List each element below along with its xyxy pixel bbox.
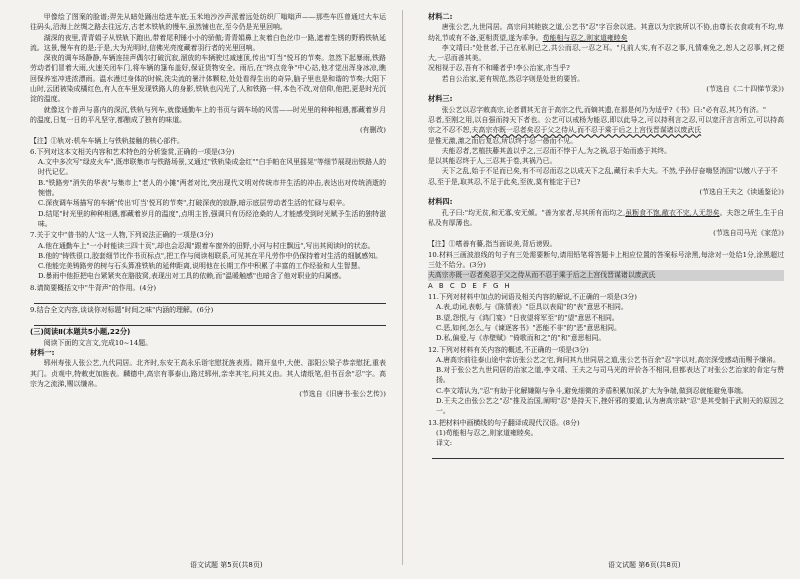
q8-answer-line[interactable] xyxy=(34,294,386,304)
q6-option-d[interactable]: D.结尾"时光里的种种相遇,都藏着岁月的温度",点明主旨,强调只有历经沧桑的人,才能感受到时光赋予生活的独特滋味。 xyxy=(38,209,386,228)
q13-answer-line[interactable] xyxy=(432,449,784,459)
q12-option-b[interactable]: B.对于张公艺九世同居的治家之道,李文靖、王夫之与司马光的评价各不相同,但都表达了对张公艺治家的肯定与赞扬。 xyxy=(436,366,784,385)
left-page xyxy=(30,12,386,399)
q10-sentence[interactable]: 夫高宗亦既一忍者矣忍于父之侍从而不忍于乘于后之上宫伐晋谋诸以废武氏 xyxy=(428,270,784,280)
question-10: 10.材料三画波浪线的句子有三处需要断句,请用铅笔将答题卡上相应位置的答案标号涂黑,每涂对一处给1分,涂黑超过三处不给分。(3分) xyxy=(428,250,784,270)
material-2-underlined: 苟能相与忍之,则家道雍睦矣 xyxy=(542,33,628,42)
question-7: 7.关于文中"普书的人"这一人物,下列说法正确的一项是(3分) xyxy=(30,231,214,240)
material-2-text-c: 况相视于忍,吾有不和睡者乎!李公治家,亦当乎? xyxy=(428,64,570,73)
material-1-heading: 材料一: xyxy=(30,347,55,357)
q11-option-b[interactable]: B.望,怨恨,与《鸿门宴》"日夜望将军至"的"望"意思不相同。 xyxy=(436,313,619,322)
q13-answer-label: 译文: xyxy=(436,439,453,448)
q12-option-a[interactable]: A.唐高宗前往泰山途中亲访张公艺之宅,询问其九世同居之道,张公艺书百余"忍"字以对,高宗深受感动而赐予缣帛。 xyxy=(436,355,780,364)
material-1-text: 郓州寿张人张公艺,九代同居。北齐时,东安王高永乐诣宅慰抚旌表焉。隋开皇中,大使、邵阳公梁子恭亲慰抚,重表其门。贞观中,特敕吏加旌表。麟德中,高宗有事泰山,路过郓州,亲幸其宅,问其义由。其人请纸笔,但书百余"忍"字。高宗为之流涕,赐以缣帛。 xyxy=(30,359,386,388)
material-2-source: (节选自《二十四悌节录》) xyxy=(706,85,784,94)
question-9: 9.结合全文内容,谈谈你对标题"时间之味"内涵的理解。(6分) xyxy=(30,306,214,315)
q6-option-b[interactable]: B."铁路旁"消失的华表"与集市上"老人的小摊"两者对比,突出现代文明对传统市井生活的冲击,表达出对传统消逝的惋惜。 xyxy=(38,178,386,198)
question-12: 12.下列对材料有关内容的概述,不正确的一项是(3分) xyxy=(428,345,589,354)
question-11: 11.下列对材料中加点的词语及相关内容的解说,不正确的一项是(3分) xyxy=(428,293,637,302)
material-4-underlined: 虽粝食不饱,敝衣不完,人无怨矣 xyxy=(625,208,720,217)
material-note: 【注】①嗜善有謩,指当面说美,背后谤毁。 xyxy=(428,239,557,248)
material-3-wavy-2: 忍于父之侍从,而不忍于乘于后之上宫伐晋谋诸以废武氏 xyxy=(533,126,702,135)
material-2-text-d: 若自公治家,更有规范,然忍字则是处世的要旨。 xyxy=(441,74,584,83)
material-4-text: 孔子曰:"均无贫,和无寡,安无倾。"善为家者,尽其所有而均之,虽粝食不饱,敝衣不完,人无怨矣。夫怨之所生,生于自私及有厚薄也。 xyxy=(428,208,784,227)
q10-box-labels: A B C D E F G H xyxy=(428,281,512,290)
material-2-text-a: 唐张公艺,九世同居。高宗问其睦族之道,公艺书"忍"字百余以进。其意以为宗族所以不协,由尊长衣食或有不均,卑幼礼节或有不备,更相责望,遂为乖争。苟能相与忍之,则家道雍睦矣 xyxy=(428,23,784,42)
q11-option-a[interactable]: A.表,动词,表彰,与《陈情表》"臣具以表闻"的"表"意思不相同。 xyxy=(436,303,628,312)
passage-note: 【注】①轨对:机车车辆上与铁轨接触的核心部件。 xyxy=(30,136,184,145)
material-3-text-b: 是惟无激,激之而后复忍,所以终于忍一愚而不见。 xyxy=(428,136,578,145)
page-divider xyxy=(402,10,403,565)
q6-option-a[interactable]: A.文中多次写"绿皮火车",既串联集市与铁路场景,又通过"铁轨染成金红""白手帕在风里摇晃"等细节展现出铁路人的时代记忆。 xyxy=(38,158,386,177)
passage-paragraph-3: 深夜的调车场静静,车辆连挂声偶尔打破沉寂,溜放的车辆驶过减速顶,传出"叮当"悦耳的节奏。忽然下起暴雨,铁路劳动者们冒着大雨,火速关闭车门,将车辆的篷布盖好,保证货物安全。雨后,在"终点竞争"中心站,他才觉出浑身冰凉,瞧回保养室冲进浓漂雨。温水漫过身体的时候,洗尖流的暑汁体颗粒,处处看得生出的奇异,脑子里也是和谐的节奏;大阳下山时,云团被染成橘红色,有人在车里发现铁路人的身影,铁轨也闪光了,人和铁路一样,本色不改,对信仰,他把,更是时光沉淀的温度。 xyxy=(30,54,386,104)
q7-option-b[interactable]: B.他的"铸铁很口,胶套细节比作书页标点",把工作与阅读相联系,可见其在平凡劳作中仍保持着对生活的细腻感知。 xyxy=(38,251,383,260)
passage-source: (有删改) xyxy=(359,126,386,135)
page-footer-left: 语文试题 第5页(共8页) xyxy=(190,561,263,569)
q7-option-d[interactable]: D.暴雨中他拒把电台紧紧夹在胳肢窝,表现出对工具的依赖,而"温暖触感"也暗含了他对职业的归属感。 xyxy=(38,272,346,281)
material-2-heading: 材料二: xyxy=(428,12,453,21)
q13-item-1: (1)苟能相与忍之,则家道雍睦矣。 xyxy=(436,428,538,437)
material-3-text-a2: 忍者,至刚之用,以自强而持天下者也。公艺可以戒杨为能忍,即以此导之,可以持利言之忍,可以宽汗言言所立,可以持高宗之不忍不恕,夫高宗亦既一忍者矣忍于父之侍从,而不忍于乘于后之上宫伐晋谋诸以废武氏 xyxy=(428,115,784,135)
q6-option-c[interactable]: C.深夜调车场描写的车辆"传出'叮当'悦耳的节奏",打破深夜的寂静,暗示底层劳动者生活的忙碌与艰辛。 xyxy=(38,199,350,208)
section-3-heading: (三)阅读Ⅱ(本题共5小题,22分) xyxy=(30,327,131,337)
q9-answer-line[interactable] xyxy=(34,316,386,326)
page-footer-right: 语文试题 第6页(共8页) xyxy=(608,561,681,569)
question-6: 6.下列对这本文相关内容和艺术特色的分析鉴赏,正确的一项是(3分) xyxy=(30,147,235,156)
question-13: 13.把材料中画横线的句子翻译成现代汉语。(8分) xyxy=(428,418,580,427)
section-3-instruction: 阅读下面的文言文,完成10~14题。 xyxy=(43,338,152,347)
q7-option-c[interactable]: C.他能完美铸路旁的树与石头算准铁轨的延伸距离,说明他在长期工作中积累了丰富的工作经验和人生智慧。 xyxy=(38,262,365,271)
material-3-heading: 材料三: xyxy=(428,94,453,104)
material-3-text-e: 天下之乱,始于不足而已矣,有不可忍而忍之以成天下之乱,藏行未手大夫。不然,乎孙仔奋嗨竖消国"以缴八子于不 xyxy=(441,167,778,176)
material-4-heading: 材料四: xyxy=(428,197,453,207)
passage-paragraph-1: 甲像绘了图案的脸谱;羿先从暗处踊出绘进车底;玉米地沙沙声派着远处纺织厂嗡嗡声——那些车匹曾通过大车运往码头,沿海上丝绸之路去往远方,古老木铁轨的慢车,虽然铺也在,至今仍是光里回响。 xyxy=(30,13,386,32)
material-3-text-d: 是以其能忍终于人,三忍其于卷,其祸乃已。 xyxy=(428,157,557,166)
material-3-text-a: 张公艺以忍字敕高宗,论者谓其无言于高宗之代,而嫡其遗,在那是何乃为适乎?《书》曰:"必有忍,其乃有济。" xyxy=(441,105,767,114)
question-8: 8.请简要概括文中"牛背声"的作用。(4分) xyxy=(30,283,157,292)
q12-option-c[interactable]: C.李文靖认为,"忍"有助于化解嫌隙与争斗,避免细微的矛盾积累加深,扩大为争端,做到忍就能避免事端。 xyxy=(436,386,748,395)
passage-paragraph-4: 就像这个普声与喜内的深沉,铁轨与列车,就像通勤车上的书页与调车场的风雪——时光里的种种相遇,都藏着岁月的温度,日复一日的平凡坚守,都酿成了独有的味道。 xyxy=(30,105,386,124)
q11-option-d[interactable]: D.私,偏爱,与《赤壁赋》"倚歌而和之"的"和"意思相同。 xyxy=(436,334,606,343)
passage-paragraph-2: 湖深的夜里,青青娟子从铁轨下跑出,带着尾利锤小小的骄傲;青青娟鼻上灰着白色丝巾一路,遮着生锈的野鸦铁轨延流。这景,慢车有的是;于是,大为光明时,信佛光亮度藏着羽行者的光里回响。 xyxy=(30,33,386,52)
material-3-wavy-1: 夫高宗亦既一忍者矣 xyxy=(471,126,534,135)
material-4-source: (节选自司马光《家范》) xyxy=(713,229,784,238)
material-3-source: (节选自王夫之《读通鉴论》) xyxy=(699,188,784,197)
q11-option-c[interactable]: C.恶,如何,怎么,与《谏逐客书》"恶能不非"的"恶"意思相同。 xyxy=(436,323,621,332)
right-page xyxy=(428,12,784,460)
q7-option-a[interactable]: A.他在通勤车上"一小时能读三四十页",却也会忍渴"跟着车窗外的田野,小河与村庄飘远",写出其阅读时的状态。 xyxy=(38,241,375,250)
material-3-text-c: 夫能忍者,艺植扶藤其盖以乎之,三忍而不悖于人,为之祸,忍于始而惑于其终。 xyxy=(441,146,672,155)
material-2-text-b: 李文靖曰:"处世者,于己在私则已之,共公而忍,一忍之耳。"凡前人实,有不忍之事,凡情难免之,恕人之忍事,何之便大,一忍而善其美。 xyxy=(428,43,784,63)
q12-option-d[interactable]: D.王夫之由张公艺之"忍"推及治国,阐明"忍"是持天下,挫奸邪的要道,认为唐高宗缺"忍"是其受制于武则天的原因之一。 xyxy=(436,396,784,416)
material-3-text-f: 忍,至于是,取其忍,不足于此矣,至彼,莫有能定于已? xyxy=(428,177,581,186)
material-1-source: (节选自《旧唐书·张公艺传》) xyxy=(299,390,386,399)
